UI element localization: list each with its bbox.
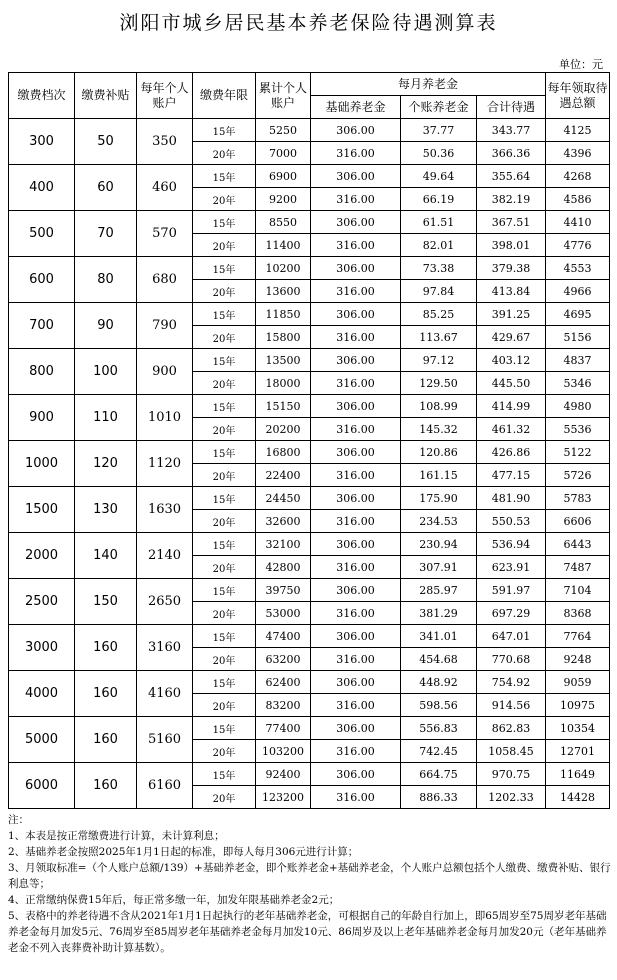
cell-tier: 700 xyxy=(9,303,75,349)
cell-annual-total: 5346 xyxy=(546,372,610,395)
note-item: 3、月领取标准=（个人账户总额/139）+基础养老金，即个账养老金+基础养老金，个人账户总额包括个人缴费、缴费补贴、银行利息等； xyxy=(8,862,611,890)
header-subsidy: 缴费补贴 xyxy=(75,73,137,119)
cell-subsidy: 60 xyxy=(75,165,137,211)
cell-subsidy: 160 xyxy=(75,763,137,809)
table-row xyxy=(9,487,610,510)
cell-personal-pension: 73.38 xyxy=(401,257,477,280)
cell-personal-pension: 230.94 xyxy=(401,533,477,556)
cell-annual-total: 10975 xyxy=(546,694,610,717)
cell-annual-total: 9248 xyxy=(546,648,610,671)
cell-cumulative: 63200 xyxy=(256,648,311,671)
cell-annual-total: 9059 xyxy=(546,671,610,694)
cell-basic-pension: 316.00 xyxy=(311,786,401,809)
cell-total: 477.15 xyxy=(477,464,546,487)
header-annual-total: 每年领取待遇总额 xyxy=(546,73,610,119)
cell-annual-total: 12701 xyxy=(546,740,610,763)
cell-subsidy: 160 xyxy=(75,625,137,671)
cell-total: 426.86 xyxy=(477,441,546,464)
cell-annual-total: 4586 xyxy=(546,188,610,211)
notes-heading: 注： xyxy=(8,814,29,826)
cell-basic-pension: 306.00 xyxy=(311,533,401,556)
cell-basic-pension: 306.00 xyxy=(311,119,401,142)
cell-basic-pension: 316.00 xyxy=(311,740,401,763)
cell-cumulative: 13600 xyxy=(256,280,311,303)
cell-total: 914.56 xyxy=(477,694,546,717)
cell-basic-pension: 306.00 xyxy=(311,717,401,740)
cell-cumulative: 15150 xyxy=(256,395,311,418)
cell-personal-pension: 161.15 xyxy=(401,464,477,487)
cell-cumulative: 92400 xyxy=(256,763,311,786)
cell-annual-account: 2650 xyxy=(137,579,193,625)
cell-subsidy: 70 xyxy=(75,211,137,257)
cell-total: 398.01 xyxy=(477,234,546,257)
cell-personal-pension: 448.92 xyxy=(401,671,477,694)
cell-years: 20年 xyxy=(193,188,256,211)
cell-basic-pension: 316.00 xyxy=(311,648,401,671)
table-row xyxy=(9,395,610,418)
cell-total: 382.19 xyxy=(477,188,546,211)
cell-subsidy: 50 xyxy=(75,119,137,165)
cell-cumulative: 42800 xyxy=(256,556,311,579)
cell-years: 15年 xyxy=(193,211,256,234)
cell-cumulative: 10200 xyxy=(256,257,311,280)
cell-total: 550.53 xyxy=(477,510,546,533)
header-annual-account: 每年个人账户 xyxy=(137,73,193,119)
cell-basic-pension: 316.00 xyxy=(311,510,401,533)
cell-cumulative: 18000 xyxy=(256,372,311,395)
cell-total: 414.99 xyxy=(477,395,546,418)
header-basic-pension: 基础养老金 xyxy=(311,96,401,119)
cell-personal-pension: 66.19 xyxy=(401,188,477,211)
cell-annual-total: 10354 xyxy=(546,717,610,740)
cell-personal-pension: 454.68 xyxy=(401,648,477,671)
cell-total: 697.29 xyxy=(477,602,546,625)
cell-annual-account: 5160 xyxy=(137,717,193,763)
cell-annual-total: 7764 xyxy=(546,625,610,648)
cell-annual-total: 4410 xyxy=(546,211,610,234)
cell-total: 366.36 xyxy=(477,142,546,165)
cell-personal-pension: 120.86 xyxy=(401,441,477,464)
cell-total: 445.50 xyxy=(477,372,546,395)
cell-years: 15年 xyxy=(193,395,256,418)
cell-annual-total: 14428 xyxy=(546,786,610,809)
cell-personal-pension: 82.01 xyxy=(401,234,477,257)
cell-basic-pension: 306.00 xyxy=(311,487,401,510)
cell-total: 754.92 xyxy=(477,671,546,694)
note-item: 2、基础养老金按照2025年1月1日起的标准，即每人每月306元进行计算； xyxy=(8,846,359,858)
cell-years: 15年 xyxy=(193,441,256,464)
cell-annual-account: 1010 xyxy=(137,395,193,441)
cell-annual-total: 4125 xyxy=(546,119,610,142)
cell-subsidy: 110 xyxy=(75,395,137,441)
cell-subsidy: 160 xyxy=(75,717,137,763)
cell-personal-pension: 85.25 xyxy=(401,303,477,326)
cell-total: 1202.33 xyxy=(477,786,546,809)
cell-annual-total: 5783 xyxy=(546,487,610,510)
cell-basic-pension: 316.00 xyxy=(311,142,401,165)
cell-tier: 1500 xyxy=(9,487,75,533)
cell-years: 15年 xyxy=(193,257,256,280)
cell-total: 862.83 xyxy=(477,717,546,740)
cell-cumulative: 62400 xyxy=(256,671,311,694)
cell-cumulative: 77400 xyxy=(256,717,311,740)
cell-annual-total: 5156 xyxy=(546,326,610,349)
cell-annual-total: 4695 xyxy=(546,303,610,326)
cell-personal-pension: 145.32 xyxy=(401,418,477,441)
cell-basic-pension: 306.00 xyxy=(311,303,401,326)
cell-subsidy: 120 xyxy=(75,441,137,487)
cell-annual-account: 680 xyxy=(137,257,193,303)
cell-tier: 1000 xyxy=(9,441,75,487)
cell-annual-total: 4553 xyxy=(546,257,610,280)
cell-subsidy: 90 xyxy=(75,303,137,349)
cell-annual-total: 4396 xyxy=(546,142,610,165)
table-row xyxy=(9,717,610,740)
notes-section xyxy=(8,812,612,956)
table-row xyxy=(9,579,610,602)
cell-basic-pension: 316.00 xyxy=(311,326,401,349)
cell-personal-pension: 234.53 xyxy=(401,510,477,533)
cell-years: 20年 xyxy=(193,510,256,533)
cell-personal-pension: 742.45 xyxy=(401,740,477,763)
cell-cumulative: 22400 xyxy=(256,464,311,487)
cell-total: 429.67 xyxy=(477,326,546,349)
cell-personal-pension: 381.29 xyxy=(401,602,477,625)
table-row xyxy=(9,671,610,694)
cell-cumulative: 32600 xyxy=(256,510,311,533)
cell-total: 403.12 xyxy=(477,349,546,372)
cell-basic-pension: 306.00 xyxy=(311,349,401,372)
cell-personal-pension: 37.77 xyxy=(401,119,477,142)
cell-tier: 4000 xyxy=(9,671,75,717)
cell-basic-pension: 316.00 xyxy=(311,602,401,625)
cell-annual-account: 4160 xyxy=(137,671,193,717)
cell-annual-total: 7487 xyxy=(546,556,610,579)
cell-total: 970.75 xyxy=(477,763,546,786)
cell-annual-account: 350 xyxy=(137,119,193,165)
cell-cumulative: 47400 xyxy=(256,625,311,648)
cell-total: 770.68 xyxy=(477,648,546,671)
cell-basic-pension: 306.00 xyxy=(311,441,401,464)
cell-annual-account: 570 xyxy=(137,211,193,257)
cell-total: 591.97 xyxy=(477,579,546,602)
cell-years: 20年 xyxy=(193,234,256,257)
table-row xyxy=(9,257,610,280)
cell-tier: 500 xyxy=(9,211,75,257)
cell-annual-account: 900 xyxy=(137,349,193,395)
cell-years: 15年 xyxy=(193,671,256,694)
cell-annual-account: 1120 xyxy=(137,441,193,487)
cell-years: 20年 xyxy=(193,786,256,809)
cell-annual-account: 3160 xyxy=(137,625,193,671)
cell-years: 20年 xyxy=(193,740,256,763)
cell-personal-pension: 664.75 xyxy=(401,763,477,786)
cell-cumulative: 24450 xyxy=(256,487,311,510)
cell-basic-pension: 306.00 xyxy=(311,763,401,786)
cell-years: 20年 xyxy=(193,648,256,671)
cell-years: 15年 xyxy=(193,349,256,372)
cell-years: 20年 xyxy=(193,464,256,487)
cell-total: 1058.45 xyxy=(477,740,546,763)
cell-personal-pension: 61.51 xyxy=(401,211,477,234)
cell-years: 20年 xyxy=(193,280,256,303)
table-row xyxy=(9,165,610,188)
cell-total: 536.94 xyxy=(477,533,546,556)
header-years: 缴费年限 xyxy=(193,73,256,119)
table-body xyxy=(9,119,610,809)
cell-tier: 400 xyxy=(9,165,75,211)
cell-cumulative: 9200 xyxy=(256,188,311,211)
cell-basic-pension: 306.00 xyxy=(311,211,401,234)
cell-annual-total: 11649 xyxy=(546,763,610,786)
cell-annual-total: 7104 xyxy=(546,579,610,602)
cell-years: 20年 xyxy=(193,372,256,395)
cell-cumulative: 6900 xyxy=(256,165,311,188)
cell-annual-account: 460 xyxy=(137,165,193,211)
cell-annual-total: 5536 xyxy=(546,418,610,441)
cell-cumulative: 11850 xyxy=(256,303,311,326)
cell-total: 481.90 xyxy=(477,487,546,510)
cell-years: 20年 xyxy=(193,694,256,717)
cell-cumulative: 7000 xyxy=(256,142,311,165)
note-item: 1、本表是按正常缴费进行计算，未计算利息； xyxy=(8,830,225,842)
cell-years: 15年 xyxy=(193,625,256,648)
cell-cumulative: 8550 xyxy=(256,211,311,234)
cell-years: 15年 xyxy=(193,763,256,786)
cell-cumulative: 13500 xyxy=(256,349,311,372)
cell-annual-total: 4837 xyxy=(546,349,610,372)
cell-personal-pension: 113.67 xyxy=(401,326,477,349)
cell-cumulative: 53000 xyxy=(256,602,311,625)
cell-total: 391.25 xyxy=(477,303,546,326)
cell-years: 20年 xyxy=(193,418,256,441)
cell-total: 379.38 xyxy=(477,257,546,280)
unit-label: 单位：元 xyxy=(559,58,603,71)
cell-years: 20年 xyxy=(193,556,256,579)
cell-basic-pension: 316.00 xyxy=(311,188,401,211)
cell-tier: 2000 xyxy=(9,533,75,579)
cell-years: 15年 xyxy=(193,119,256,142)
cell-annual-account: 2140 xyxy=(137,533,193,579)
cell-basic-pension: 306.00 xyxy=(311,625,401,648)
cell-total: 367.51 xyxy=(477,211,546,234)
cell-annual-total: 4966 xyxy=(546,280,610,303)
cell-annual-total: 4776 xyxy=(546,234,610,257)
cell-years: 15年 xyxy=(193,165,256,188)
cell-years: 20年 xyxy=(193,142,256,165)
table-row xyxy=(9,625,610,648)
header-tier: 缴费档次 xyxy=(9,73,75,119)
pension-table xyxy=(8,72,610,809)
cell-tier: 2500 xyxy=(9,579,75,625)
table-row xyxy=(9,763,610,786)
cell-years: 15年 xyxy=(193,487,256,510)
cell-subsidy: 150 xyxy=(75,579,137,625)
cell-subsidy: 160 xyxy=(75,671,137,717)
header-cumulative: 累计个人账户 xyxy=(256,73,311,119)
cell-personal-pension: 50.36 xyxy=(401,142,477,165)
note-item: 5、表格中的养老待遇不含从2021年1月1日起执行的老年基础养老金，可根据自己的年龄自行加上，即65周岁至75周岁老年基础养老金每月加发5元、76周岁至85周岁老年基础养老金每月加发10元、86周岁及以上老年基础养老金每月加发20元（老年基础养老金不列入丧葬费补助计算基数）。 xyxy=(8,910,607,954)
cell-personal-pension: 341.01 xyxy=(401,625,477,648)
cell-personal-pension: 108.99 xyxy=(401,395,477,418)
cell-basic-pension: 316.00 xyxy=(311,372,401,395)
cell-personal-pension: 97.84 xyxy=(401,280,477,303)
cell-cumulative: 5250 xyxy=(256,119,311,142)
cell-basic-pension: 316.00 xyxy=(311,418,401,441)
cell-subsidy: 140 xyxy=(75,533,137,579)
cell-subsidy: 100 xyxy=(75,349,137,395)
table-row xyxy=(9,211,610,234)
cell-cumulative: 39750 xyxy=(256,579,311,602)
cell-total: 355.64 xyxy=(477,165,546,188)
table-row xyxy=(9,119,610,142)
cell-annual-account: 1630 xyxy=(137,487,193,533)
cell-basic-pension: 306.00 xyxy=(311,257,401,280)
cell-tier: 600 xyxy=(9,257,75,303)
cell-annual-account: 6160 xyxy=(137,763,193,809)
cell-subsidy: 130 xyxy=(75,487,137,533)
cell-personal-pension: 556.83 xyxy=(401,717,477,740)
cell-years: 15年 xyxy=(193,717,256,740)
cell-subsidy: 80 xyxy=(75,257,137,303)
cell-years: 20年 xyxy=(193,326,256,349)
page-title: 浏阳市城乡居民基本养老保险待遇测算表 xyxy=(119,12,498,34)
cell-total: 623.91 xyxy=(477,556,546,579)
cell-basic-pension: 316.00 xyxy=(311,556,401,579)
cell-annual-total: 5122 xyxy=(546,441,610,464)
cell-personal-pension: 97.12 xyxy=(401,349,477,372)
cell-cumulative: 32100 xyxy=(256,533,311,556)
cell-cumulative: 123200 xyxy=(256,786,311,809)
cell-annual-total: 6606 xyxy=(546,510,610,533)
cell-basic-pension: 306.00 xyxy=(311,395,401,418)
cell-basic-pension: 316.00 xyxy=(311,280,401,303)
cell-cumulative: 83200 xyxy=(256,694,311,717)
cell-cumulative: 16800 xyxy=(256,441,311,464)
cell-years: 15年 xyxy=(193,303,256,326)
cell-personal-pension: 175.90 xyxy=(401,487,477,510)
cell-cumulative: 103200 xyxy=(256,740,311,763)
cell-years: 20年 xyxy=(193,602,256,625)
cell-personal-pension: 307.91 xyxy=(401,556,477,579)
header-monthly-pension: 每月养老金 xyxy=(311,73,546,96)
cell-cumulative: 20200 xyxy=(256,418,311,441)
header-personal-pension: 个账养老金 xyxy=(401,96,477,119)
cell-tier: 3000 xyxy=(9,625,75,671)
cell-personal-pension: 49.64 xyxy=(401,165,477,188)
cell-basic-pension: 306.00 xyxy=(311,165,401,188)
cell-basic-pension: 316.00 xyxy=(311,694,401,717)
cell-tier: 900 xyxy=(9,395,75,441)
cell-basic-pension: 316.00 xyxy=(311,464,401,487)
cell-total: 461.32 xyxy=(477,418,546,441)
cell-total: 647.01 xyxy=(477,625,546,648)
cell-total: 413.84 xyxy=(477,280,546,303)
cell-annual-total: 4980 xyxy=(546,395,610,418)
cell-total: 343.77 xyxy=(477,119,546,142)
cell-tier: 6000 xyxy=(9,763,75,809)
cell-cumulative: 15800 xyxy=(256,326,311,349)
cell-tier: 800 xyxy=(9,349,75,395)
header-total: 合计待遇 xyxy=(477,96,546,119)
cell-cumulative: 11400 xyxy=(256,234,311,257)
table-row xyxy=(9,349,610,372)
cell-tier: 300 xyxy=(9,119,75,165)
cell-personal-pension: 129.50 xyxy=(401,372,477,395)
cell-basic-pension: 306.00 xyxy=(311,579,401,602)
cell-personal-pension: 598.56 xyxy=(401,694,477,717)
note-item: 4、正常缴纳保费15年后，每正常多缴一年，加发年限基础养老金2元； xyxy=(8,894,340,906)
cell-basic-pension: 306.00 xyxy=(311,671,401,694)
cell-years: 15年 xyxy=(193,533,256,556)
cell-annual-total: 6443 xyxy=(546,533,610,556)
table-row xyxy=(9,533,610,556)
cell-annual-account: 790 xyxy=(137,303,193,349)
table-row xyxy=(9,303,610,326)
cell-annual-total: 5726 xyxy=(546,464,610,487)
table-row xyxy=(9,441,610,464)
cell-tier: 5000 xyxy=(9,717,75,763)
cell-basic-pension: 316.00 xyxy=(311,234,401,257)
cell-personal-pension: 285.97 xyxy=(401,579,477,602)
cell-annual-total: 4268 xyxy=(546,165,610,188)
cell-annual-total: 8368 xyxy=(546,602,610,625)
cell-years: 15年 xyxy=(193,579,256,602)
cell-personal-pension: 886.33 xyxy=(401,786,477,809)
